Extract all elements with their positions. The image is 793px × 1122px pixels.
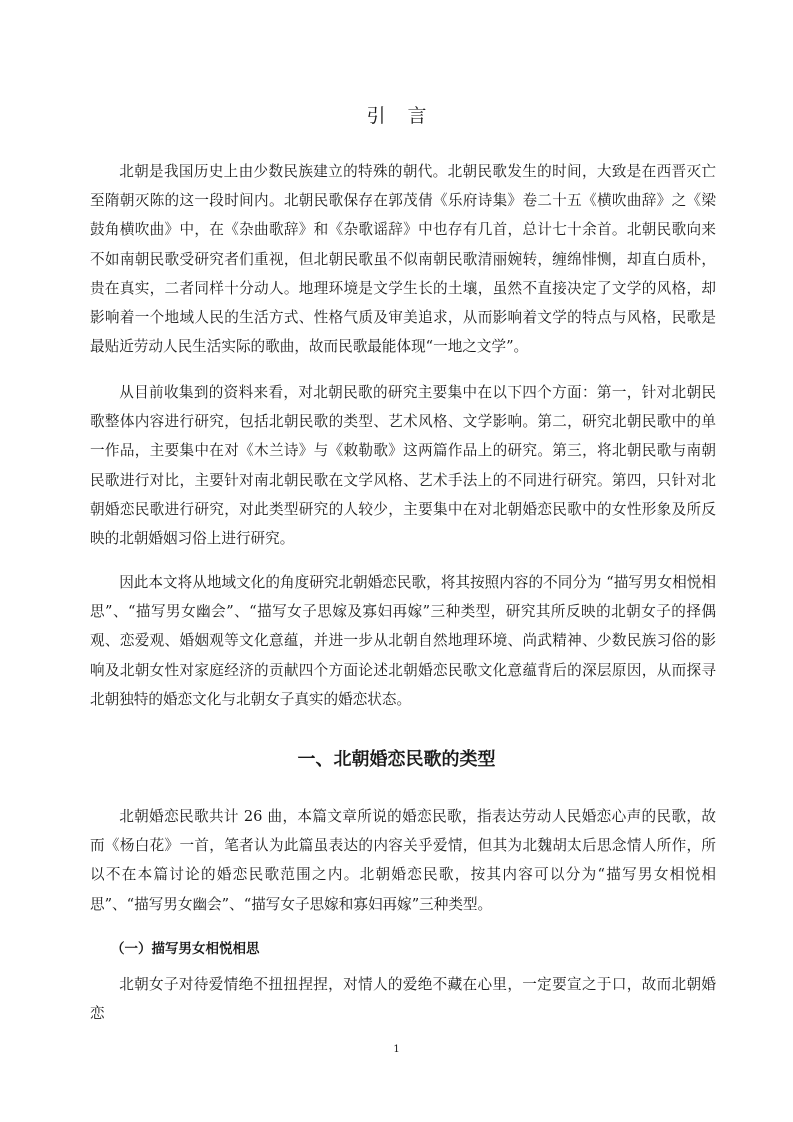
paragraph-intro-3: 因此本文将从地域文化的角度研究北朝婚恋民歌，将其按照内容的不同分为 “描写男女相悦相思”、“描写男女幽会”、“描写女子思嫁及寡妇再嫁”三种类型，研究其所反映的北朝女子的择偶观、恋爱观、婚姻观等文化意蕴，并进一步从北朝自然地理环境、尚武精神、少数民族习俗的影响及北朝女性对家庭经济的贡献四个方面论述北朝婚恋民歌文化意蕴背后的深层原因，从而探寻北朝独特的婚恋文化与北朝女子真实的婚恋状态。 [90,574,716,708]
paragraph-section-1: 北朝婚恋民歌共计 26 曲，本篇文章所说的婚恋民歌，指表达劳动人民婚恋心声的民歌，故而《杨白花》一首，笔者认为此篇虽表达的内容关乎爱情，但其为北魏胡太后思念情人所作，所以不在本篇讨论的婚恋民歌范围之内。北朝婚恋民歌，按其内容可以分为“描写男女相悦相思”、“描写男女幽会”、“描写女子思嫁和寡妇再嫁”三种类型。 [90,808,716,913]
paragraph-intro-2: 从目前收集到的资料来看，对北朝民歌的研究主要集中在以下四个方面：第一，针对北朝民歌整体内容进行研究，包括北朝民歌的类型、艺术风格、文学影响。第二，研究北朝民歌中的单一作品，主要集中在对《木兰诗》与《敕勒歌》这两篇作品上的研究。第三，将北朝民歌与南朝民歌进行对比，主要针对南北朝民歌在文学风格、艺术手法上的不同进行研究。第四，只针对北朝婚恋民歌进行研究，对此类型研究的人较少，主要集中在对北朝婚恋民歌中的女性形象及所反映的北朝婚姻习俗上进行研究。 [90,384,716,548]
page-number: 1 [393,1044,400,1055]
paragraph-section-2: 北朝女子对待爱情绝不扭扭捏捏，对情人的爱绝不藏在心里，一定要宣之于口，故而北朝婚恋 [90,976,716,1023]
sub-heading: （一）描写男女相悦相思 [111,941,260,957]
paragraph-intro-1: 北朝是我国历史上由少数民族建立的特殊的朝代。北朝民歌发生的时间，大致是在西晋灭亡至隋朝灭陈的这一段时间内。北朝民歌保存在郭茂倩《乐府诗集》卷二十五《横吹曲辞》之《梁鼓角横吹曲》中，在《杂曲歌辞》和《杂歌谣辞》中也存有几首，总计七十余首。北朝民歌向来不如南朝民歌受研究者们重视，但北朝民歌虽不似南朝民歌清丽婉转，缠绵悱恻，却直白质朴，贵在真实，二者同样十分动人。地理环境是文学生长的土壤，虽然不直接决定了文学的风格，却影响着一个地域人民的生活方式、性格气质及审美追求，从而影响着文学的特点与风格，民歌是最贴近劳动人民生活实际的歌曲，故而民歌最能体现“一地之文学”。 [90,163,716,356]
section-heading: 一、北朝婚恋民歌的类型 [297,749,496,770]
page-title: 引言 [366,105,449,127]
